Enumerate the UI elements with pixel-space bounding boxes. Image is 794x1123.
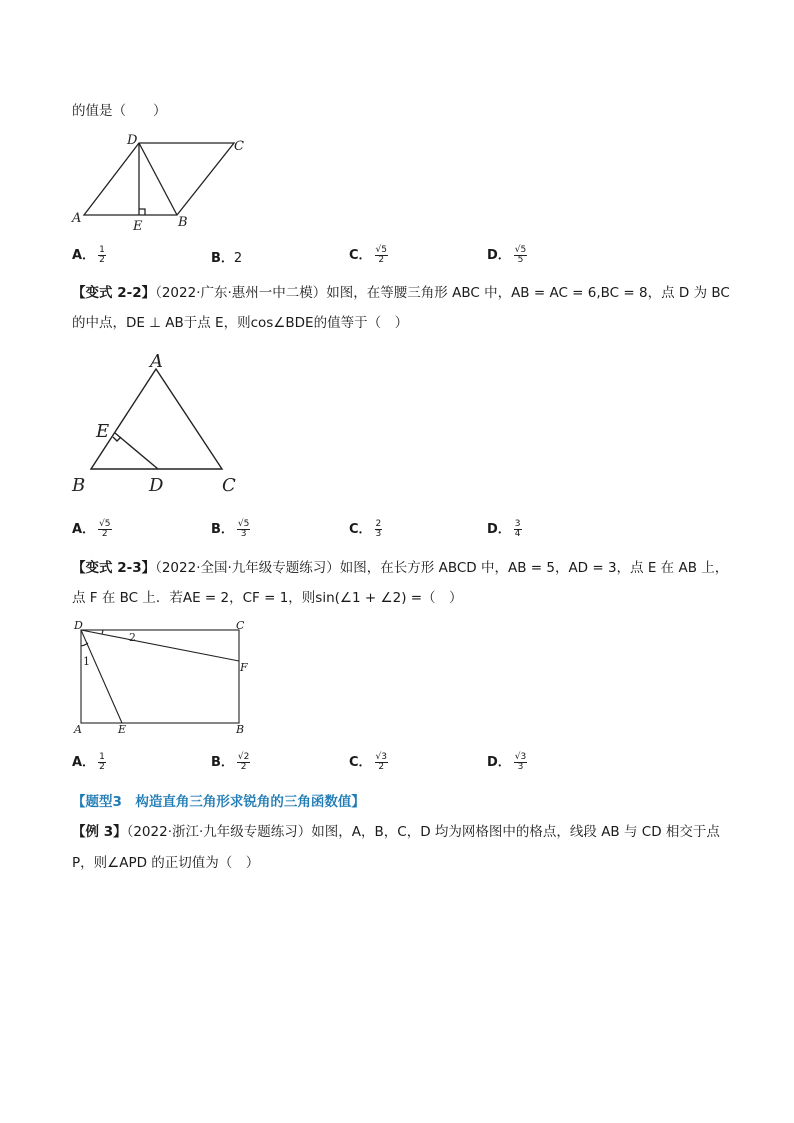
angle-label-2: 2 <box>129 631 136 644</box>
label-b: B <box>72 475 86 496</box>
triangle-abc <box>91 369 222 469</box>
label-d: D <box>127 133 138 148</box>
label-b: B <box>178 215 188 230</box>
option-d[interactable]: D． $\frac{3}{4}$ <box>487 519 521 539</box>
question-2-line-1: 【变式 2-2】（2022·广东·惠州一中二模）如图，在等腰三角形 ABC 中，AB = AC = 6,BC = 8，点 D 为 BC <box>72 285 730 301</box>
option-b[interactable]: B． $\frac{√2}{2}$ <box>211 752 250 772</box>
segment-df <box>81 630 239 661</box>
option-a[interactable]: A． $\frac{1}{2}$ <box>72 245 105 265</box>
label-c: C <box>236 619 245 632</box>
label-d: D <box>74 619 83 632</box>
fraction: $\frac{√5}{5}$ <box>514 245 527 265</box>
question-source: （2022·广东·惠州一中二模） <box>155 285 327 301</box>
figure-rectangle <box>66 615 256 740</box>
question-tag: 【变式 2-3】 <box>72 560 156 576</box>
section-heading: 【题型3 构造直角三角形求锐角的三角函数值】 <box>72 794 365 810</box>
rectangle-abcd <box>81 630 239 723</box>
option-c[interactable]: C． $\frac{√5}{2}$ <box>349 245 388 265</box>
option-b[interactable]: B．2 <box>211 251 243 266</box>
label-b: B <box>236 723 245 736</box>
figure-isosceles-triangle <box>66 345 251 500</box>
label-c: C <box>222 475 236 496</box>
label-e: E <box>118 723 127 736</box>
figure-parallelogram <box>66 130 266 235</box>
label-e: E <box>96 421 110 442</box>
fraction: $\frac{1}{2}$ <box>99 245 105 265</box>
fraction: $\frac{2}{3}$ <box>375 519 382 539</box>
label-a: A <box>74 723 82 736</box>
option-a[interactable]: A． $\frac{√5}{2}$ <box>72 519 111 539</box>
right-angle-mark <box>113 437 121 441</box>
option-d[interactable]: D． $\frac{√5}{5}$ <box>487 245 527 265</box>
label-a: A <box>150 351 163 372</box>
fraction: $\frac{√5}{2}$ <box>99 519 111 539</box>
question-tag: 【变式 2-2】 <box>72 285 156 301</box>
question-tag: 【例 3】 <box>72 824 127 840</box>
parallelogram-abcd <box>84 143 234 215</box>
question-source: （2022·浙江·九年级专题练习） <box>126 824 312 840</box>
label-e: E <box>133 219 143 234</box>
fraction: $\frac{3}{4}$ <box>514 519 521 539</box>
fraction: $\frac{√2}{2}$ <box>237 752 250 772</box>
option-b[interactable]: B． $\frac{√5}{3}$ <box>211 519 250 539</box>
segment-de <box>115 433 158 469</box>
fraction: $\frac{√3}{2}$ <box>375 752 388 772</box>
option-a[interactable]: A． $\frac{1}{2}$ <box>72 752 105 772</box>
angle-label-1: 1 <box>83 655 90 668</box>
example-3-line-1: 【例 3】（2022·浙江·九年级专题练习）如图，A，B，C，D 均为网格图中的格点，线段 AB 与 CD 相交于点 <box>72 824 720 840</box>
example-3-line-2: P，则∠APD 的正切值为（ ） <box>72 855 260 871</box>
angle-mark-2 <box>102 630 103 634</box>
option-c[interactable]: C． $\frac{2}{3}$ <box>349 519 382 539</box>
fraction: $\frac{√5}{2}$ <box>375 245 388 265</box>
question-3-line-2: 点 F 在 BC 上．若AE = 2，CF = 1，则sin(∠1 + ∠2) =（ ） <box>72 590 463 606</box>
fraction: $\frac{1}{2}$ <box>99 752 105 772</box>
question-2-line-2: 的中点，DE ⊥ AB于点 E，则cos∠BDE的值等于（ ） <box>72 315 409 331</box>
right-angle-mark <box>139 209 145 215</box>
question-continuation: 的值是（ ） <box>72 103 167 119</box>
label-f: F <box>240 661 248 674</box>
label-c: C <box>234 139 244 154</box>
question-source: （2022·全国·九年级专题练习） <box>155 560 340 576</box>
diagonal-db <box>139 143 177 215</box>
option-d[interactable]: D． $\frac{√3}{3}$ <box>487 752 527 772</box>
fraction: $\frac{√3}{3}$ <box>514 752 527 772</box>
fraction: $\frac{√5}{3}$ <box>237 519 250 539</box>
question-3-line-1: 【变式 2-3】（2022·全国·九年级专题练习）如图，在长方形 ABCD 中，AB = 5，AD = 3，点 E 在 AB 上， <box>72 560 729 576</box>
label-d: D <box>149 475 164 496</box>
label-a: A <box>72 211 82 226</box>
option-c[interactable]: C． $\frac{√3}{2}$ <box>349 752 388 772</box>
